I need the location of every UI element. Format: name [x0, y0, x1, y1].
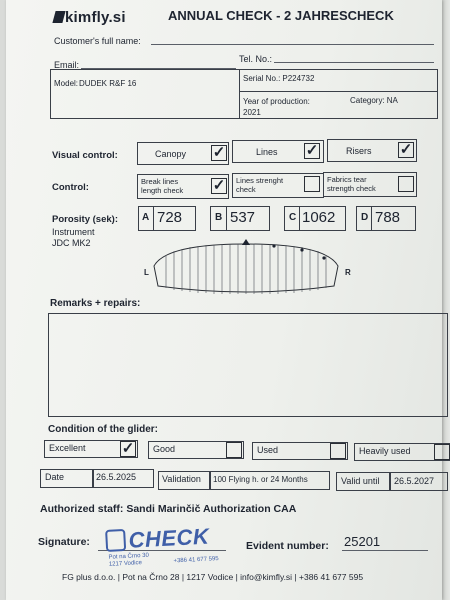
porosity-cell-a-divider	[153, 206, 154, 230]
kimfly-logo: kimfly.si	[54, 9, 126, 26]
wing-diagram	[146, 236, 346, 296]
good-checkbox[interactable]	[226, 442, 242, 458]
valid-until-label: Valid until	[341, 476, 380, 486]
lines-strength-checkbox[interactable]	[304, 176, 320, 192]
condition-label: Condition of the glider:	[48, 424, 158, 435]
lines-checkbox[interactable]: ✓	[305, 142, 319, 159]
risers-label: Risers	[346, 146, 372, 156]
form-title: ANNUAL CHECK - 2 JAHRESCHECK	[168, 8, 394, 23]
porosity-value-c: 1062	[302, 209, 336, 226]
fabrics-tear-checkbox[interactable]	[398, 176, 414, 192]
evident-number-line	[342, 550, 428, 551]
porosity-cell-d-divider	[371, 206, 372, 230]
excellent-checkbox[interactable]: ✓	[121, 440, 135, 457]
porosity-value-d: 788	[375, 209, 401, 226]
remarks-textarea[interactable]	[48, 313, 448, 417]
wing-right-label: R	[345, 268, 351, 277]
validation-value: 100 Flying h. or 24 Months	[213, 475, 308, 484]
glider-info-divider-v	[239, 69, 240, 118]
porosity-value-a: 728	[157, 209, 183, 226]
form-sheet	[6, 0, 442, 600]
porosity-value-b: 537	[230, 209, 256, 226]
porosity-label: Porosity (sek):	[52, 214, 118, 225]
year-label: Year of production:	[243, 97, 310, 106]
model-field: Model:DUDEK R&F 16	[54, 79, 137, 88]
serial-field: Serial No.: P224732	[243, 74, 315, 83]
email-label: Email:	[54, 60, 80, 70]
porosity-letter-a: A	[142, 212, 150, 223]
instrument-value: JDC MK2	[52, 238, 91, 248]
glider-info-divider-h	[239, 91, 437, 92]
heavily-used-label: Heavily used	[359, 446, 411, 456]
date-label: Date	[45, 472, 65, 482]
excellent-label: Excellent	[49, 443, 86, 453]
validation-label: Validation	[162, 474, 201, 484]
tel-label: Tel. No.:	[239, 54, 273, 64]
fabrics-tear-label: Fabrics tear strength check	[327, 175, 376, 193]
used-checkbox[interactable]	[330, 443, 346, 459]
check-stamp: CHECK Pot na Črno 30 1217 Vodice +386 41 677 595	[105, 523, 219, 569]
instrument-label: Instrument	[52, 227, 95, 237]
lines-strength-label: Lines strenght check	[236, 176, 284, 194]
risers-checkbox[interactable]: ✓	[399, 141, 413, 158]
break-lines-label: Break lines length check	[141, 177, 184, 195]
porosity-letter-c: C	[289, 212, 297, 223]
evident-number-label: Evident number:	[246, 540, 329, 552]
visual-control-label: Visual control:	[52, 150, 118, 161]
canopy-checkbox[interactable]: ✓	[212, 144, 226, 161]
porosity-letter-d: D	[361, 212, 369, 223]
porosity-cell-c-divider	[299, 206, 300, 230]
canopy-label: Canopy	[155, 149, 187, 159]
remarks-label: Remarks + repairs:	[50, 298, 141, 309]
break-lines-checkbox[interactable]: ✓	[212, 177, 226, 194]
stamp-logo-icon	[105, 529, 126, 552]
customer-name-label: Customer's full name:	[54, 36, 141, 46]
wing-left-label: L	[144, 268, 149, 277]
category-field: Category: NA	[350, 96, 398, 105]
valid-until-value: 26.5.2027	[394, 476, 435, 486]
control-label: Control:	[52, 182, 89, 193]
customer-name-line	[151, 44, 434, 45]
authorized-staff: Authorized staff: Sandi Marinčič Authorization CAA	[40, 503, 297, 515]
year-value: 2021	[243, 108, 261, 117]
evident-number-value: 25201	[344, 534, 381, 549]
good-label: Good	[153, 444, 176, 454]
porosity-cell-b-divider	[226, 206, 227, 230]
footer-contact: FG plus d.o.o. | Pot na Črno 28 | 1217 Vodice | info@kimfly.si | +386 41 677 595	[62, 572, 364, 582]
date-value: 26.5.2025	[96, 472, 137, 482]
used-label: Used	[257, 445, 279, 455]
lines-label: Lines	[256, 147, 278, 157]
stamp-address: Pot na Črno 30 1217 Vodice +386 41 677 595	[108, 552, 219, 568]
heavily-used-checkbox[interactable]	[434, 444, 450, 460]
logo-mark-icon	[52, 11, 65, 23]
signature-label: Signature:	[38, 536, 90, 548]
porosity-letter-b: B	[215, 212, 223, 223]
tel-line	[274, 62, 434, 63]
